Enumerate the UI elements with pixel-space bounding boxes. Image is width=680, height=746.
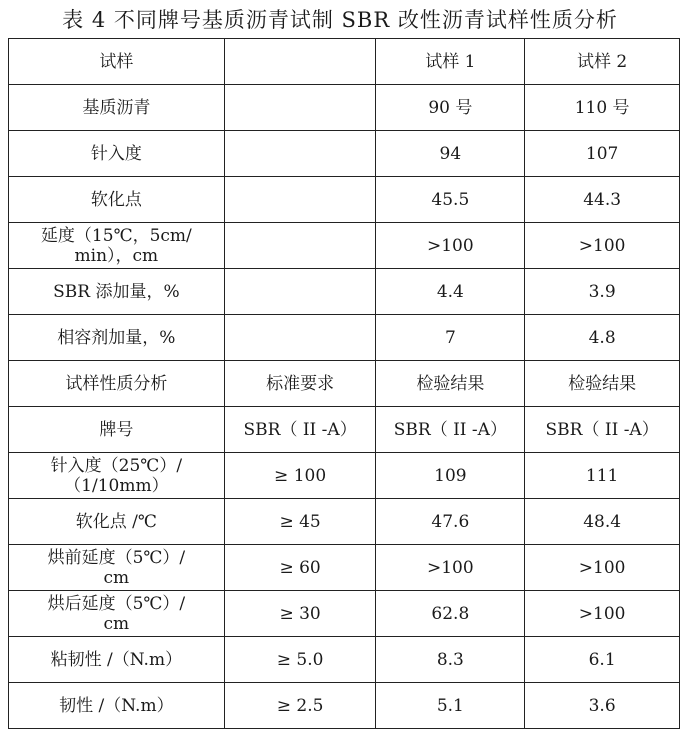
- sample-1-cell: 47.6: [376, 499, 525, 545]
- sample-1-cell: 4.4: [376, 269, 525, 315]
- sample-2-cell: 3.6: [525, 683, 680, 729]
- standard-cell: ≥ 60: [224, 545, 376, 591]
- table-body: [9, 39, 680, 729]
- row-label-text: 烘前延度（5℃）/: [47, 547, 186, 568]
- row-label-text: min），cm: [74, 245, 159, 266]
- standard-cell: [224, 131, 376, 177]
- sample-1-cell: 7: [376, 315, 525, 361]
- table-row: [9, 39, 680, 85]
- row-label-text: 烘后延度（5℃）/: [47, 593, 186, 614]
- table-row: [9, 131, 680, 177]
- sample-2-cell: 111: [525, 453, 680, 499]
- row-label-cell: [9, 683, 225, 729]
- standard-cell: SBR（ II -A）: [224, 407, 376, 453]
- row-label-cell: [9, 361, 225, 407]
- standard-cell: [224, 177, 376, 223]
- row-label-text: 延度（15℃，5cm/: [40, 225, 192, 246]
- standard-cell: ≥ 5.0: [224, 637, 376, 683]
- sample-2-cell: 110 号: [525, 85, 680, 131]
- table-row: [9, 683, 680, 729]
- standard-cell: [224, 39, 376, 85]
- sample-1-cell: 45.5: [376, 177, 525, 223]
- row-label-cell: [9, 177, 225, 223]
- sample-1-cell: >100: [376, 545, 525, 591]
- sample-1-cell: 检验结果: [376, 361, 525, 407]
- sample-1-cell: 109: [376, 453, 525, 499]
- sample-1-cell: 94: [376, 131, 525, 177]
- standard-cell: 标准要求: [224, 361, 376, 407]
- standard-cell: [224, 269, 376, 315]
- row-label-cell: [9, 453, 225, 499]
- table-caption: 表 4 不同牌号基质沥青试制 SBR 改性沥青试样性质分析: [62, 8, 618, 32]
- row-label-cell: [9, 591, 225, 637]
- table-row: [9, 591, 680, 637]
- sample-1-cell: 5.1: [376, 683, 525, 729]
- table-row: [9, 499, 680, 545]
- row-label-text: SBR 添加量，%: [53, 281, 180, 302]
- standard-cell: [224, 223, 376, 269]
- table-row: [9, 315, 680, 361]
- row-label-text: 韧性 /（N.m）: [59, 695, 174, 716]
- sample-2-cell: 48.4: [525, 499, 680, 545]
- row-label-text: 试样: [99, 51, 134, 72]
- standard-cell: ≥ 2.5: [224, 683, 376, 729]
- sample-2-cell: >100: [525, 545, 680, 591]
- table-row: [9, 361, 680, 407]
- standard-cell: ≥ 100: [224, 453, 376, 499]
- row-label-text: 试样性质分析: [65, 373, 168, 394]
- table-row: [9, 637, 680, 683]
- row-label-cell: [9, 223, 225, 269]
- row-label-text: 针入度: [90, 143, 142, 164]
- sample-2-cell: >100: [525, 591, 680, 637]
- row-label-text: 针入度（25℃）/: [50, 455, 183, 476]
- row-label-cell: [9, 637, 225, 683]
- row-label-text: cm: [103, 613, 130, 634]
- row-label-cell: [9, 545, 225, 591]
- row-label-text: 基质沥青: [82, 97, 151, 118]
- row-label-cell: [9, 131, 225, 177]
- row-label-cell: [9, 39, 225, 85]
- row-label-cell: [9, 407, 225, 453]
- row-label-text: （1/10mm）: [64, 475, 169, 496]
- row-label-cell: [9, 499, 225, 545]
- sample-1-cell: SBR（ II -A）: [376, 407, 525, 453]
- row-label-text: 软化点: [90, 189, 142, 210]
- table-row: [9, 85, 680, 131]
- table-row: [9, 545, 680, 591]
- sample-2-cell: >100: [525, 223, 680, 269]
- sample-1-cell: 8.3: [376, 637, 525, 683]
- standard-cell: ≥ 45: [224, 499, 376, 545]
- sample-2-cell: 44.3: [525, 177, 680, 223]
- row-label-text: 粘韧性 /（N.m）: [50, 649, 183, 670]
- sample-2-cell: 检验结果: [525, 361, 680, 407]
- sample-1-cell: >100: [376, 223, 525, 269]
- sample-1-cell: 试样 1: [376, 39, 525, 85]
- sample-2-cell: SBR（ II -A）: [525, 407, 680, 453]
- row-label-text: 软化点 /℃: [75, 511, 157, 532]
- table-row: [9, 223, 680, 269]
- data-table: [8, 38, 680, 729]
- sample-2-cell: 试样 2: [525, 39, 680, 85]
- standard-cell: [224, 315, 376, 361]
- row-label-text: cm: [103, 567, 130, 588]
- sample-1-cell: 90 号: [376, 85, 525, 131]
- sample-2-cell: 4.8: [525, 315, 680, 361]
- table-row: [9, 177, 680, 223]
- row-label-cell: [9, 315, 225, 361]
- sample-2-cell: 107: [525, 131, 680, 177]
- row-label-text: 牌号: [99, 419, 134, 440]
- table-row: [9, 407, 680, 453]
- row-label-cell: [9, 269, 225, 315]
- sample-2-cell: 3.9: [525, 269, 680, 315]
- table-row: [9, 269, 680, 315]
- standard-cell: [224, 85, 376, 131]
- row-label-text: 相容剂加量，%: [57, 327, 176, 348]
- sample-2-cell: 6.1: [525, 637, 680, 683]
- row-label-cell: [9, 85, 225, 131]
- sample-1-cell: 62.8: [376, 591, 525, 637]
- table-row: [9, 453, 680, 499]
- standard-cell: ≥ 30: [224, 591, 376, 637]
